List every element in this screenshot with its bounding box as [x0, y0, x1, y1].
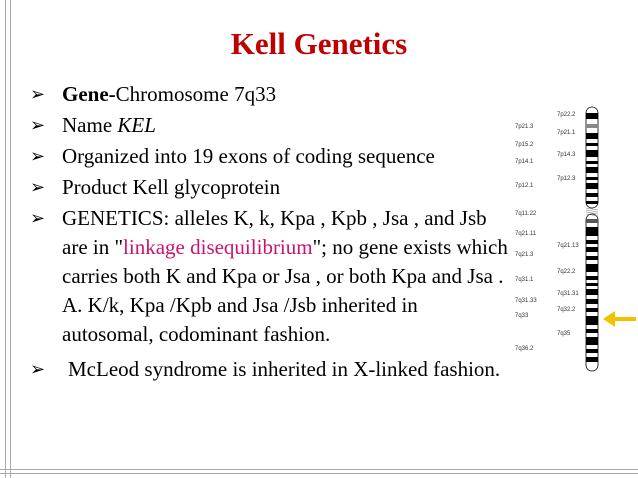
band — [586, 227, 598, 236]
gene-text: Chromosome 7q33 — [115, 82, 277, 106]
band — [586, 276, 598, 280]
product-text: Product Kell glycoprotein — [62, 175, 281, 199]
bullet-arrow-icon: ➢ — [30, 146, 46, 167]
band — [586, 264, 598, 272]
bullet-arrow-icon: ➢ — [30, 84, 46, 105]
band — [586, 161, 598, 164]
band-label-right: 7q32.2 — [557, 307, 576, 313]
bullet-arrow-icon: ➢ — [30, 208, 46, 229]
band — [586, 299, 598, 304]
band-label-left: 7q21.11 — [515, 231, 537, 237]
bullet-arrow-icon: ➢ — [30, 359, 46, 380]
band-label-left: 7p14.1 — [515, 159, 534, 165]
band-label-right: 7q21.13 — [557, 243, 579, 249]
band — [586, 193, 598, 197]
band — [586, 256, 598, 260]
band-label-right: 7p22.2 — [557, 112, 576, 118]
bullet-genetics — [30, 204, 510, 349]
band-label-right: 7q22.2 — [557, 269, 576, 275]
slide-title: Kell Genetics — [230, 26, 408, 61]
genetics-text-2: "; no gene exists which carries both K and Kpa or Jsa , or both Kpa and Jsa . A. K/k, Kpa /Kpb and Jsa /Jsb inherited in autosomal, codominant fashion. — [62, 235, 508, 346]
gene-label: Gene- — [62, 82, 116, 106]
band — [586, 167, 598, 173]
band-label-left: 7p12.1 — [515, 183, 534, 189]
band — [586, 143, 598, 146]
band — [586, 183, 598, 189]
mcleod-text: McLeod syndrome is inherited in X-linked fashion. — [68, 357, 501, 381]
band-label-right: 7q35 — [557, 331, 571, 337]
band-label-left: 7q33 — [515, 313, 529, 319]
band-label-left: 7q11.22 — [515, 211, 537, 217]
bullet-organized — [30, 142, 510, 171]
name-gene-symbol: KEL — [117, 113, 156, 137]
band — [586, 247, 598, 252]
band — [586, 283, 598, 286]
band — [586, 113, 598, 119]
bullet-mcleod — [30, 353, 510, 386]
band — [586, 349, 598, 353]
band-label-right: 7p21.1 — [557, 130, 576, 136]
band-label-left: 7q31.1 — [515, 277, 534, 283]
band — [586, 357, 598, 362]
band-label-left: 7q31.33 — [515, 298, 537, 304]
band — [586, 133, 598, 139]
ideogram-svg — [505, 103, 638, 373]
band-label-left: 7p15.2 — [515, 142, 534, 148]
band — [586, 219, 598, 223]
centromere-hatch — [586, 210, 598, 212]
kel-locus-arrow-icon — [603, 311, 615, 327]
band — [586, 308, 598, 312]
band — [586, 150, 598, 157]
slide-bottom-border — [0, 469, 638, 474]
band-label-left: 7p21.3 — [515, 124, 534, 130]
band-label-right: 7q31.31 — [557, 291, 579, 297]
band-label-right: 7p14.3 — [557, 152, 576, 158]
bullet-product — [30, 173, 510, 202]
band-label-left: 7q21.3 — [515, 252, 534, 258]
band — [586, 177, 598, 180]
chromosome-7-ideogram — [505, 103, 638, 373]
bullet-list — [30, 80, 510, 386]
genetics-text-1: GENETICS: alleles K, k, Kpa , Kpb , Jsa , and Jsb are in " — [62, 206, 487, 259]
bullet-arrow-icon: ➢ — [30, 115, 46, 136]
band — [586, 124, 598, 128]
name-label: Name — [62, 113, 118, 137]
linkage-disequilibrium-highlight: linkage disequilibrium — [123, 235, 313, 259]
band — [586, 329, 598, 333]
band — [586, 240, 598, 244]
p-arm — [586, 107, 598, 208]
slide-left-border — [5, 0, 11, 478]
bullet-name — [30, 111, 510, 140]
band — [586, 201, 598, 204]
band — [586, 337, 598, 345]
band-label-left: 7q36.2 — [515, 346, 534, 352]
organized-text: Organized into 19 exons of coding sequence — [62, 144, 435, 168]
band-label-right: 7p12.3 — [557, 176, 576, 182]
bullet-gene — [30, 80, 510, 109]
bullet-arrow-icon: ➢ — [30, 177, 46, 198]
band — [586, 316, 598, 325]
band — [586, 289, 598, 295]
